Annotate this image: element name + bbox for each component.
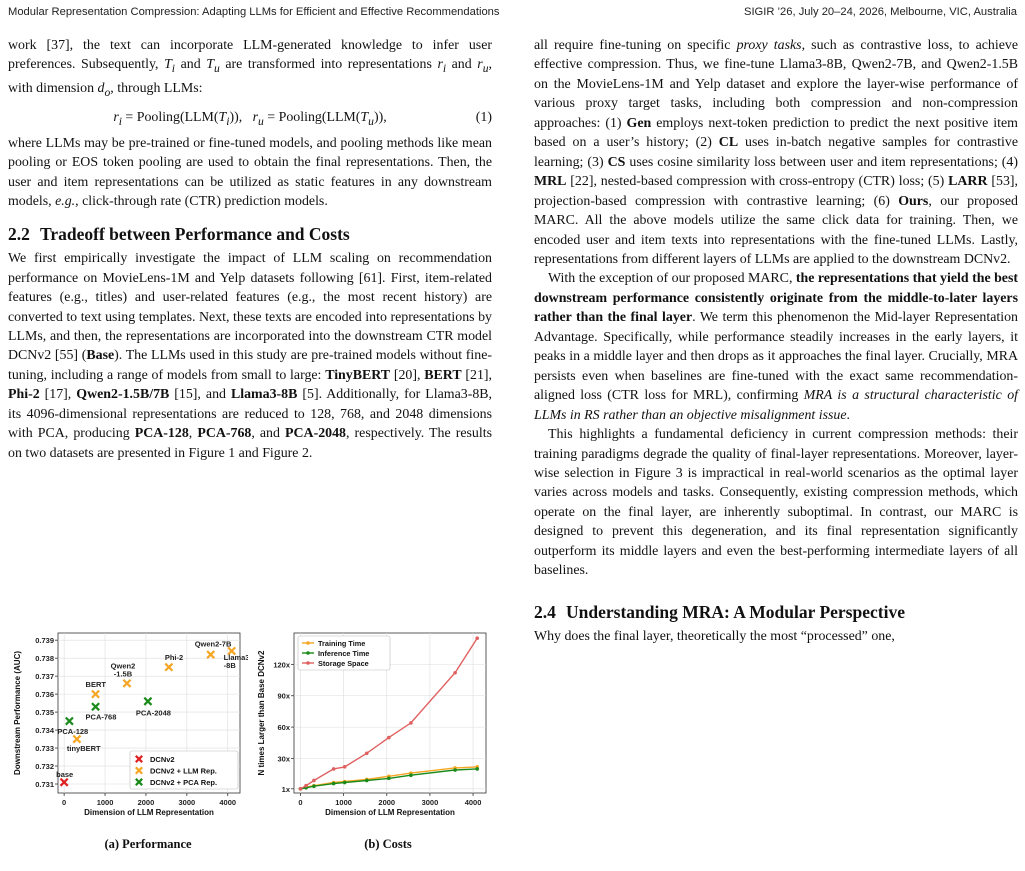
legend-entry: Inference Time — [318, 648, 370, 658]
legend-entry: Storage Space — [318, 658, 369, 668]
tick-label-x: 2000 — [378, 798, 396, 807]
y-axis-label: Downstream Performance (AUC) — [13, 650, 22, 776]
point-label: -8B — [223, 660, 236, 670]
tick-label-y: 60x — [277, 723, 290, 733]
series-marker — [409, 773, 413, 777]
tick-label-y: 30x — [277, 754, 290, 764]
paragraph-pooling: where LLMs may be pre-trained or fine-tuned models, and pooling methods like mean pooling or EOS token pooling are used to obtain the final representations. Then, the user and item representations can be utilized as static features in any downstream models, e.g., click-through rate (CTR) prediction models. — [8, 135, 492, 210]
series-marker — [343, 765, 347, 769]
series-marker — [299, 787, 303, 791]
point-label: Qwen2 — [110, 661, 136, 671]
series-marker — [304, 784, 308, 788]
data-point — [66, 717, 73, 724]
tick-label-x: 0 — [298, 798, 303, 807]
point-label: tinyBERT — [66, 744, 101, 754]
tick-label-x: 0 — [62, 798, 67, 807]
series-marker — [387, 777, 391, 781]
equation-1: $r_i$ = $Pooling(LLM(T_i))$, $r_u$ = $Pooling(LLM(T_u))$, (1) — [8, 105, 492, 131]
tick-label-y: 0.731 — [35, 780, 54, 790]
legend-entry: DCNv2 — [150, 755, 175, 764]
paragraph-deficiency: This highlights a fundamental deficiency in current compression methods: their training paradigms degrade the quality of final-layer representations. Moreover, layer-wise selection in Figure 3 is impractical in real-world scenarios as the optimal layer varies across models and tasks. Consequently, existing compression methods, which operate on the final layer, are inherently suboptimal. In contrast, our MARC is designed to prevent this degeneration, and its final representation significantly outperform its middle layers and even the best-performing intermediate layers of all baselines. — [534, 427, 1018, 579]
tick-label-y: 0.735 — [35, 708, 54, 718]
series-marker — [365, 779, 369, 783]
point-label: BERT — [85, 680, 106, 690]
series-marker — [453, 768, 457, 772]
series-marker — [453, 671, 457, 675]
series-marker — [387, 736, 391, 740]
tick-label-y: 1x — [281, 784, 290, 794]
legend-entry: DCNv2 + LLM Rep. — [150, 766, 217, 776]
series-marker — [312, 779, 316, 783]
point-label: PCA-2048 — [135, 708, 171, 718]
legend-entry: Training Time — [318, 638, 366, 648]
figure-1 — [8, 625, 492, 865]
chart-performance — [8, 625, 248, 831]
legend-marker — [306, 651, 310, 655]
series-marker — [475, 767, 479, 771]
series-marker — [332, 782, 336, 786]
series-marker — [409, 721, 413, 725]
figure-costs — [254, 625, 492, 836]
tick-label-x: 4000 — [464, 798, 482, 807]
header-venue: SIGIR ’26, July 20–24, 2026, Melbourne, VIC, Australia — [743, 6, 1017, 18]
tick-label-y: 0.734 — [35, 726, 54, 736]
series-marker — [343, 781, 347, 785]
paragraph-intro: work [37], the text can incorporate LLM-generated knowledge to infer user preferences. Subsequently, $T_i$ and $T_u$ are transformed into representations $r_i$ and $r_u$, with dimension $d_o$, through LLMs: — [8, 38, 492, 99]
figure-performance — [8, 625, 248, 836]
running-header — [8, 6, 1017, 22]
point-label: PCA-128 — [57, 727, 89, 737]
caption-costs: (b) Costs — [364, 837, 412, 851]
right-column — [534, 36, 1018, 647]
equation-number: (1) — [475, 109, 492, 125]
paragraph-tradeoff: We first empirically investigate the impact of LLM scaling on recommendation performance on MovieLens-1M and Yelp datasets following [61]. First, item-related features (e.g., titles) and user-related features (e.g., the most recent history) are converted to text using templates. Next, these texts are encoded into representations by LLMs, and then, the representations are incorporated into the downstream CTR model DCNv2 [55] (Base). The LLMs used in this study are pre-trained models without fine-tuning, including a range of models from small to large: TinyBERT [20], BERT [21], Phi-2 [17], Qwen2-1.5B/7B [15], and Llama3-8B [5]. Additionally, for Llama3-8B, its 4096-dimensional representations are reduced to 128, 768, and 2048 dimensions with PCA, producing PCA-128, PCA-768, and PCA-2048, respectively. The results on two datasets are presented in Figure 1 and Figure 2. — [8, 251, 493, 461]
series-marker — [365, 751, 369, 755]
point-label: Qwen2-7B — [194, 639, 232, 649]
x-axis-label: Dimension of LLM Representation — [84, 808, 214, 817]
data-point — [144, 698, 151, 705]
point-label: -1.5B — [113, 669, 133, 679]
tick-label-y: 0.732 — [35, 762, 54, 772]
tick-label-y: 0.737 — [35, 672, 54, 682]
point-label: PCA-768 — [85, 712, 117, 722]
data-point — [92, 703, 99, 710]
data-point — [165, 664, 172, 671]
paragraph-proxy-tasks: all require fine-tuning on specific proxy tasks, such as contrastive loss, to achieve effective compression. Thus, we fine-tune Llama3-8B, Qwen2-7B, and Qwen2-1.5B on the MovieLens-1M and Yelp dataset and explore the layer-wise performance of various proxy target tasks, including both compression and non-compression approaches: (1) Gen employs next-token prediction to predict the next positive item based on a user’s history; (2) CL uses in-batch negative samples for contrastive learning; (3) CS uses cosine similarity loss between user and item representations; (4) MRL [22], nested-based compression with cross-entropy (CTR) loss; (5) LARR [53], projection-based compression with contrastive learning; (6) Ours, our proposed MARC. All the above models utilize the same click data for training. Then, we encoded user and item texts into representations with the fine-tuned LLMs. Lastly, representations from different layers of LLMs are applied to the downstream DCNv2. — [534, 38, 1019, 267]
tick-label-x: 1000 — [335, 798, 352, 807]
tick-label-y: 90x — [277, 691, 290, 701]
section-heading-2-2: 2.2 Tradeoff between Performance and Costs — [8, 223, 350, 244]
paragraph-mra: With the exception of our proposed MARC, the representations that yield the best downstream performance consistently originate from the middle-to-later layers rather than the final layer. We term this phenomenon the Mid-layer Representation Advantage. Specifically, while performance steadily increases in the early layers, it peaks in a middle layer and then drops as it approaches the final layer. Crucially, MRA persists even when baselines are fine-tuned with the exact same recommendation-aligned loss (CTR loss for MRL), confirming MRA is a structural characteristic of LLMs in RS rather than an objective misalignment issue. — [534, 271, 1018, 423]
legend-marker — [306, 641, 310, 645]
tick-label-y: 0.739 — [35, 636, 54, 646]
point-label: base — [56, 770, 74, 780]
tick-label-x: 3000 — [178, 798, 196, 807]
legend-entry: DCNv2 + PCA Rep. — [150, 778, 218, 787]
tick-label-x: 2000 — [137, 798, 155, 807]
tick-label-x: 4000 — [219, 798, 237, 807]
tick-label-y: 120x — [273, 660, 290, 670]
tick-label-y: 0.738 — [35, 654, 54, 664]
tick-label-y: 0.736 — [35, 690, 54, 700]
y-axis-label: N times Larger than Base DCNv2 — [257, 650, 266, 776]
data-point — [123, 680, 130, 687]
point-label: Phi-2 — [164, 653, 184, 663]
left-column — [8, 36, 492, 463]
legend-marker — [306, 661, 310, 665]
header-paper-title: Modular Representation Compression: Adapting LLMs for Efficient and Effective Recommendations — [8, 6, 500, 18]
chart-costs — [254, 625, 492, 831]
series-marker — [312, 784, 316, 788]
data-point — [207, 651, 214, 658]
tick-label-x: 3000 — [421, 798, 439, 807]
tick-label-x: 1000 — [96, 798, 114, 807]
data-point — [73, 735, 80, 742]
caption-performance: (a) Performance — [104, 837, 192, 851]
paragraph-why: Why does the final layer, theoretically the most “processed” one, — [534, 629, 895, 645]
section-heading-2-4: 2.4 Understanding MRA: A Modular Perspective — [534, 601, 905, 622]
tick-label-y: 0.733 — [35, 744, 54, 754]
point-label: Llama3 — [223, 652, 248, 662]
x-axis-label: Dimension of LLM Representation — [325, 808, 455, 817]
series-marker — [475, 636, 479, 640]
series-marker — [332, 767, 336, 771]
